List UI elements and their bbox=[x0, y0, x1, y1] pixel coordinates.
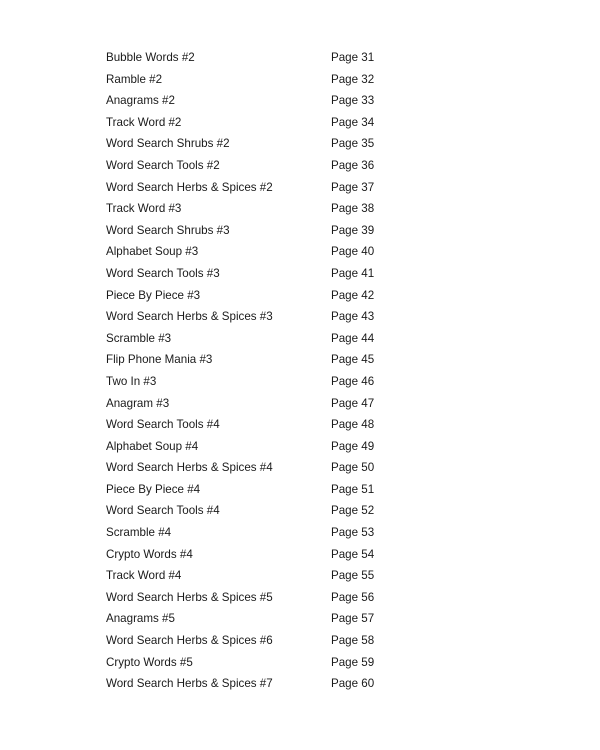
toc-entry-title: Alphabet Soup #4 bbox=[106, 439, 199, 453]
toc-entry bbox=[106, 479, 406, 501]
toc-entry-page: Page 52 bbox=[331, 504, 375, 518]
toc-entry bbox=[106, 608, 406, 630]
toc-entry-title: Word Search Shrubs #2 bbox=[106, 137, 230, 151]
toc-entry bbox=[106, 414, 406, 436]
toc-entry bbox=[106, 587, 406, 609]
toc-entry-title: Piece By Piece #4 bbox=[106, 482, 201, 496]
toc-entry-page: Page 46 bbox=[331, 374, 375, 388]
toc-entry-page: Page 53 bbox=[331, 526, 375, 540]
toc-entry-title: Anagram #3 bbox=[106, 396, 170, 410]
toc-entry-title: Alphabet Soup #3 bbox=[106, 245, 199, 259]
toc-entry-title: Word Search Herbs & Spices #3 bbox=[106, 310, 273, 324]
toc-entry-page: Page 44 bbox=[331, 331, 375, 345]
toc-entry bbox=[106, 565, 406, 587]
toc-entry bbox=[106, 457, 406, 479]
toc-entry bbox=[106, 112, 406, 134]
toc-entry-page: Page 32 bbox=[331, 72, 375, 86]
toc-entry-page: Page 56 bbox=[331, 590, 375, 604]
toc-entry-page: Page 58 bbox=[331, 634, 375, 648]
toc-entry-page: Page 31 bbox=[331, 51, 375, 64]
toc-entry-title: Track Word #3 bbox=[106, 202, 182, 216]
toc-entry-page: Page 34 bbox=[331, 115, 375, 129]
toc-entry-page: Page 43 bbox=[331, 310, 375, 324]
toc-entry-title: Word Search Tools #4 bbox=[106, 504, 220, 518]
toc-entry-page: Page 48 bbox=[331, 418, 375, 432]
toc-entry bbox=[106, 155, 406, 177]
toc-entry-title: Word Search Herbs & Spices #5 bbox=[106, 590, 273, 604]
toc-entry-title: Piece By Piece #3 bbox=[106, 288, 201, 302]
toc-entry bbox=[106, 263, 406, 285]
toc-entry-title: Word Search Herbs & Spices #4 bbox=[106, 461, 273, 475]
toc-entry-page: Page 35 bbox=[331, 137, 375, 151]
toc-entry bbox=[106, 371, 406, 393]
toc-entry-page: Page 49 bbox=[331, 439, 375, 453]
toc-entry-title: Track Word #2 bbox=[106, 115, 182, 129]
toc-entry bbox=[106, 90, 406, 112]
toc-entry-title: Word Search Herbs & Spices #7 bbox=[106, 677, 273, 691]
toc-entry-title: Anagrams #5 bbox=[106, 612, 175, 626]
toc-entry bbox=[106, 69, 406, 91]
toc-entry-title: Track Word #4 bbox=[106, 569, 182, 583]
toc-entry-page: Page 40 bbox=[331, 245, 375, 259]
toc-entry-title: Word Search Tools #4 bbox=[106, 418, 220, 432]
toc-entry bbox=[106, 177, 406, 199]
toc-entry-page: Page 51 bbox=[331, 482, 375, 496]
toc-entry-page: Page 42 bbox=[331, 288, 375, 302]
toc-entry-page: Page 47 bbox=[331, 396, 375, 410]
toc-entry-page: Page 54 bbox=[331, 547, 375, 561]
toc-entry-page: Page 55 bbox=[331, 569, 375, 583]
toc-entry bbox=[106, 220, 406, 242]
toc-entry-page: Page 37 bbox=[331, 180, 375, 194]
toc-entry-title: Ramble #2 bbox=[106, 72, 163, 86]
toc-entry-page: Page 60 bbox=[331, 677, 375, 691]
toc-entry bbox=[106, 630, 406, 652]
toc-entry-title: Word Search Herbs & Spices #6 bbox=[106, 634, 273, 648]
toc-entry-title: Anagrams #2 bbox=[106, 94, 175, 108]
toc-entry-title: Scramble #4 bbox=[106, 526, 172, 540]
table-of-contents bbox=[106, 47, 406, 695]
toc-entry bbox=[106, 328, 406, 350]
toc-entry-page: Page 45 bbox=[331, 353, 375, 367]
toc-entry bbox=[106, 673, 406, 695]
toc-entry-title: Bubble Words #2 bbox=[106, 51, 195, 64]
toc-entry-page: Page 41 bbox=[331, 266, 375, 280]
toc-entry-title: Word Search Herbs & Spices #2 bbox=[106, 180, 273, 194]
toc-entry-page: Page 33 bbox=[331, 94, 375, 108]
toc-entry-title: Crypto Words #5 bbox=[106, 655, 193, 669]
toc-entry bbox=[106, 306, 406, 328]
toc-entry bbox=[106, 436, 406, 458]
toc-entry bbox=[106, 544, 406, 566]
toc-entry bbox=[106, 285, 406, 307]
toc-entry bbox=[106, 133, 406, 155]
toc-entry bbox=[106, 241, 406, 263]
toc-entry-page: Page 59 bbox=[331, 655, 375, 669]
toc-entry-page: Page 36 bbox=[331, 158, 375, 172]
toc-entry bbox=[106, 500, 406, 522]
toc-entry-page: Page 38 bbox=[331, 202, 375, 216]
toc-entry bbox=[106, 47, 406, 69]
toc-entry bbox=[106, 522, 406, 544]
toc-entry-title: Word Search Shrubs #3 bbox=[106, 223, 230, 237]
toc-entry-page: Page 57 bbox=[331, 612, 375, 626]
toc-entry bbox=[106, 349, 406, 371]
toc-entry-title: Word Search Tools #3 bbox=[106, 266, 220, 280]
toc-entry bbox=[106, 198, 406, 220]
toc-entry bbox=[106, 652, 406, 674]
toc-entry-page: Page 50 bbox=[331, 461, 375, 475]
toc-entry-page: Page 39 bbox=[331, 223, 375, 237]
toc-entry bbox=[106, 393, 406, 415]
toc-entry-title: Crypto Words #4 bbox=[106, 547, 193, 561]
toc-entry-title: Scramble #3 bbox=[106, 331, 172, 345]
toc-entry-title: Two In #3 bbox=[106, 374, 157, 388]
toc-entry-title: Flip Phone Mania #3 bbox=[106, 353, 213, 367]
toc-entry-title: Word Search Tools #2 bbox=[106, 158, 220, 172]
